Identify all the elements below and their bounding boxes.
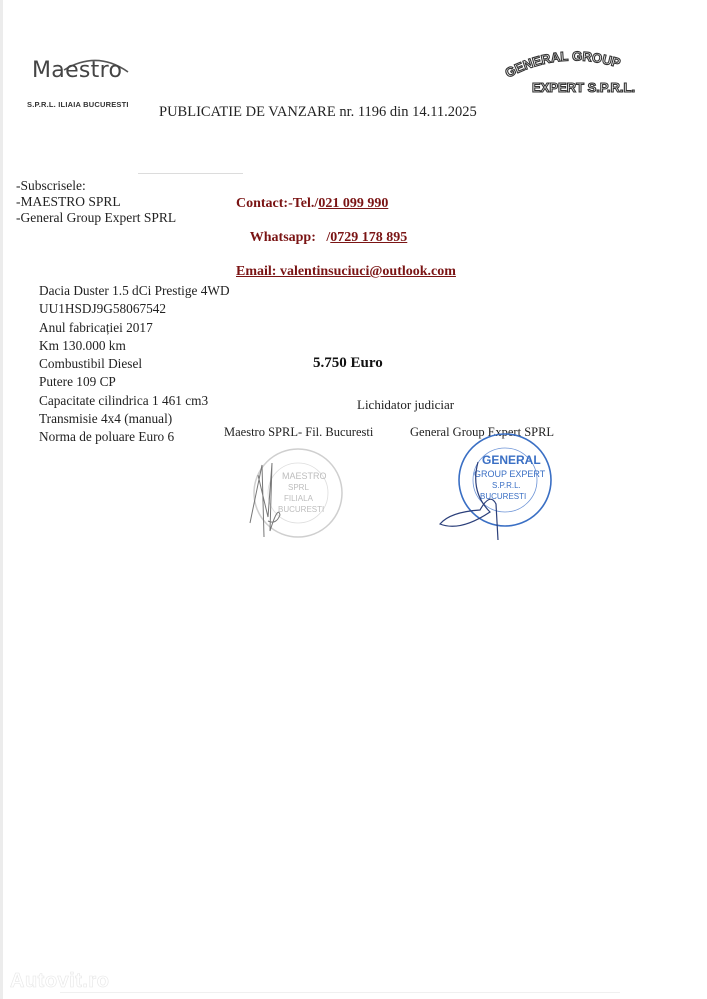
spec-year: Anul fabricației 2017 (39, 319, 153, 335)
svg-text:FILIALA: FILIALA (284, 494, 313, 503)
signature-scribble-icon (250, 463, 280, 537)
vehicle-specs (39, 282, 230, 447)
maestro-logo (32, 52, 132, 92)
email-link[interactable]: Email: valentinsuciuci@outlook.com (236, 264, 456, 279)
spec-power: Putere 109 CP (39, 374, 116, 390)
whatsapp-label: Whatsapp: / (249, 230, 331, 245)
signature-right-label: General Group Expert SPRL (410, 425, 555, 439)
phone-label: Contact:-Tel./ (236, 196, 319, 211)
spec-mileage: Km 130.000 km (39, 337, 126, 353)
maestro-logo-text: Maestro (32, 58, 123, 83)
logo-line2: EXPERT S.P.R.L. (532, 80, 636, 95)
spec-displacement: Capacitate cilindrica 1 461 cm3 (39, 392, 209, 408)
contact-whatsapp (236, 212, 456, 263)
logo-line1: GENERAL GROUP (502, 48, 623, 81)
price: 5.750 Euro (313, 355, 383, 371)
svg-text:GROUP EXPERT: GROUP EXPERT (474, 469, 546, 479)
svg-text:BUCURESTI: BUCURESTI (278, 505, 325, 514)
watermark: Autovit.ro (10, 970, 110, 992)
spec-model: Dacia Duster 1.5 dCi Prestige 4WD (39, 283, 230, 298)
spec-fuel: Combustibil Diesel (39, 356, 143, 372)
contact-phone (236, 195, 456, 212)
svg-text:BUCURESTI: BUCURESTI (480, 492, 527, 501)
svg-text:GENERAL: GENERAL (482, 453, 541, 467)
subscribers-line: -MAESTRO SPRL (16, 194, 121, 209)
faded-text (155, 158, 158, 169)
general-group-logo (500, 48, 660, 98)
faded-divider (138, 173, 243, 174)
page-edge (0, 0, 3, 999)
subscribers-line: -General Group Expert SPRL (16, 210, 177, 225)
general-group-stamp (430, 432, 570, 547)
signature-left-label: Maestro SPRL- Fil. Bucuresti (224, 425, 374, 439)
subscribers-line: -Subscrisele: (16, 178, 86, 193)
contact-email (236, 263, 456, 280)
spec-emissions: Norma de poluare Euro 6 (39, 429, 175, 445)
maestro-subtitle: S.P.R.L. ILIAIA BUCURESTI (27, 100, 129, 109)
contact-block (236, 195, 456, 280)
svg-text:S.P.R.L.: S.P.R.L. (492, 481, 521, 490)
phone-link[interactable]: 021 099 990 (318, 196, 389, 211)
bottom-divider (60, 992, 620, 993)
svg-text:MAESTRO: MAESTRO (282, 471, 327, 481)
subscribers-block (16, 178, 176, 226)
svg-text:SPRL: SPRL (288, 483, 309, 492)
maestro-stamp (228, 445, 358, 560)
spec-transmission: Transmisie 4x4 (manual) (39, 411, 173, 427)
whatsapp-link[interactable]: 0729 178 895 (330, 230, 408, 245)
spec-vin: UU1HSDJ9G58067542 (39, 301, 167, 317)
liquidator-label: Lichidator judiciar (357, 397, 455, 412)
page-title: PUBLICATIE DE VANZARE nr. 1196 din 14.11.2025 (159, 104, 477, 120)
